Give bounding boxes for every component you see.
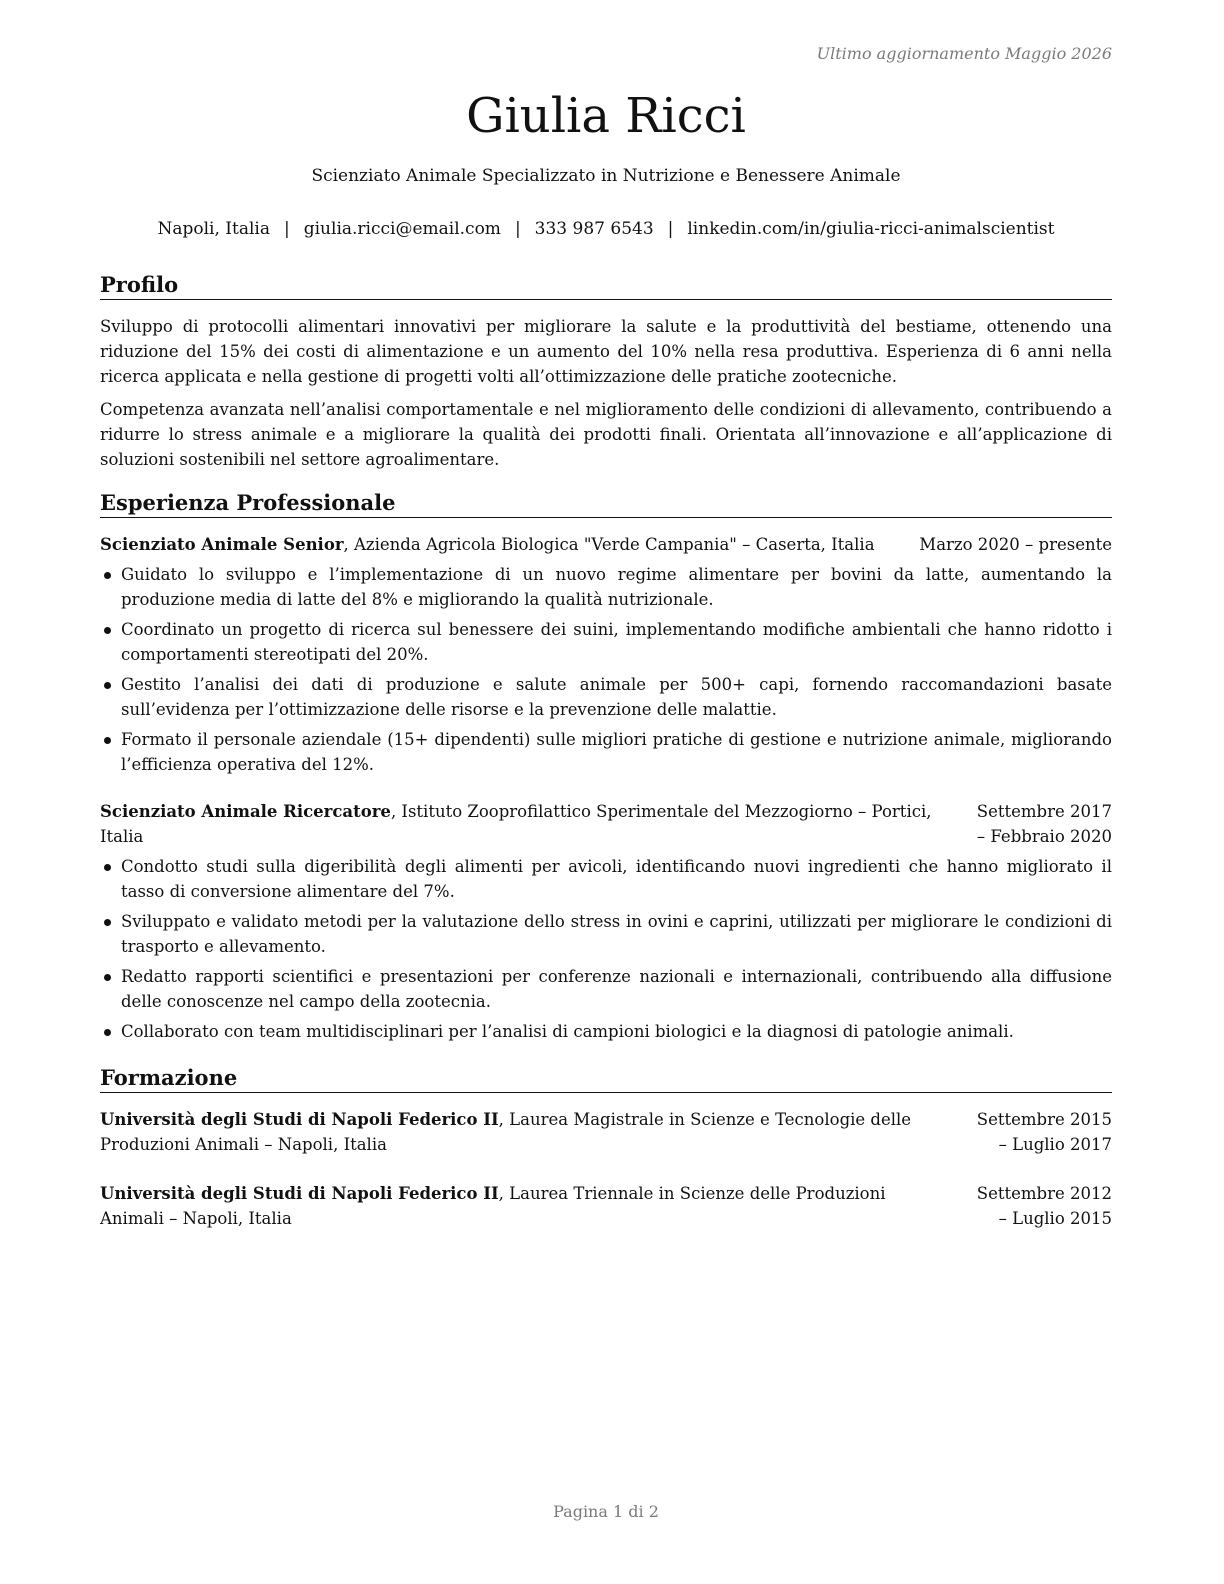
job-entry	[100, 799, 1112, 1044]
job-organization: , Azienda Agricola Biologica "Verde Campania" – Caserta, Italia	[343, 535, 875, 554]
bullet-text: Guidato lo sviluppo e l’implementazione di un nuovo regime alimentare per bovini da latte, aumentando la produzione media di latte del 8% e migliorando la qualità nutrizionale.	[121, 565, 1112, 609]
profile-section	[100, 272, 1112, 472]
bullet-icon	[104, 919, 111, 926]
list-item	[100, 562, 1112, 612]
profile-paragraph: Sviluppo di protocolli alimentari innovativi per migliorare la salute e la produttività del bestiame, ottenendo una riduzione del 15% dei costi di alimentazione e un aumento del 10% nella resa produttiva. Esperienza di 6 anni nella ricerca applicata e nella gestione di progetti volti all’ottimizzazione delle pratiche zootecniche.	[100, 317, 1112, 386]
section-title-profile: Profilo	[100, 272, 1112, 300]
section-title-education: Formazione	[100, 1065, 1112, 1093]
job-organization: , Istituto Zooprofilattico Sperimentale del Mezzogiorno – Portici, Italia	[100, 802, 932, 846]
bullet-text: Redatto rapporti scientifici e presentazioni per conferenze nazionali e internazionali, contribuendo alla diffusione delle conoscenze nel campo della zootecnia.	[121, 967, 1112, 1011]
job-header	[100, 799, 1112, 849]
section-title-experience: Esperienza Professionale	[100, 490, 1112, 518]
contact-location: Napoli, Italia	[157, 219, 270, 239]
resume-page	[100, 0, 1112, 1584]
job-header	[100, 532, 1112, 557]
bullet-icon	[104, 627, 111, 634]
candidate-title: Scienziato Animale Specializzato in Nutrizione e Benessere Animale	[311, 166, 901, 186]
education-date: Settembre 2015 – Luglio 2017	[976, 1110, 1112, 1154]
candidate-name: Giulia Ricci	[466, 88, 746, 144]
bullet-icon	[104, 1029, 111, 1036]
contact-linkedin[interactable]: linkedin.com/in/giulia-ricci-animalscientist	[687, 219, 1055, 239]
bullet-text: Sviluppato e validato metodi per la valutazione dello stress in ovini e caprini, utilizzati per migliorare le condizioni di trasporto e allevamento.	[121, 912, 1112, 956]
education-degree: , Laurea Magistrale in Scienze e Tecnologie delle Produzioni Animali – Napoli, Italia	[100, 1110, 912, 1154]
job-date: Marzo 2020 – presente	[919, 535, 1112, 554]
list-item	[100, 727, 1112, 777]
contact-separator: |	[667, 219, 674, 239]
contact-email[interactable]: giulia.ricci@email.com	[303, 219, 501, 239]
education-school: Università degli Studi di Napoli Federico II	[100, 1184, 499, 1203]
bullet-text: Coordinato un progetto di ricerca sul benessere dei suini, implementando modifiche ambientali che hanno ridotto i comportamenti stereotipati del 20%.	[121, 620, 1112, 664]
contact-separator: |	[284, 219, 290, 239]
job-entry	[100, 532, 1112, 777]
contact-line	[100, 219, 1112, 239]
list-item	[100, 1019, 1112, 1044]
bullet-text: Gestito l’analisi dei dati di produzione e salute animale per 500+ capi, fornendo raccomandazioni basate sull’evidenza per l’ottimizzazione delle risorse e la prevenzione delle malattie.	[121, 675, 1112, 719]
last-updated: Ultimo aggiornamento Maggio 2026	[816, 44, 1112, 63]
bullet-text: Formato il personale aziendale (15+ dipendenti) sulle migliori pratiche di gestione e nutrizione animale, migliorando l’efficienza operativa del 12%.	[121, 730, 1112, 774]
education-entry	[100, 1181, 1112, 1231]
experience-section	[100, 490, 1112, 1044]
profile-paragraph: Competenza avanzata nell’analisi comportamentale e nel miglioramento delle condizioni di allevamento, contribuendo a ridurre lo stress animale e a migliorare la qualità dei prodotti finali. Orientata all’innovazione e all’applicazione di soluzioni sostenibili nel settore agroalimentare.	[100, 400, 1112, 469]
bullet-text: Collaborato con team multidisciplinari per l’analisi di campioni biologici e la diagnosi di patologie animali.	[121, 1022, 1014, 1041]
bullet-icon	[104, 737, 111, 744]
list-item	[100, 854, 1112, 904]
job-bullets	[100, 854, 1112, 1044]
contact-phone[interactable]: 333 987 6543	[534, 219, 654, 239]
education-entry	[100, 1107, 1112, 1157]
bullet-icon	[104, 974, 111, 981]
education-school: Università degli Studi di Napoli Federico II	[100, 1110, 499, 1129]
list-item	[100, 617, 1112, 667]
education-degree: , Laurea Triennale in Scienze delle Produzioni Animali – Napoli, Italia	[100, 1184, 886, 1228]
education-section	[100, 1065, 1112, 1231]
list-item	[100, 909, 1112, 959]
job-role: Scienziato Animale Senior	[100, 535, 344, 554]
job-role: Scienziato Animale Ricercatore	[100, 802, 391, 821]
page-number: Pagina 1 di 2	[553, 1502, 659, 1521]
job-bullets	[100, 562, 1112, 777]
bullet-text: Condotto studi sulla digeribilità degli alimenti per avicoli, identificando nuovi ingredienti che hanno migliorato il tasso di conversione alimentare del 7%.	[121, 857, 1112, 901]
bullet-icon	[104, 864, 111, 871]
bullet-icon	[104, 682, 111, 689]
job-date: Settembre 2017 – Febbraio 2020	[976, 802, 1112, 846]
education-date: Settembre 2012 – Luglio 2015	[976, 1184, 1112, 1228]
contact-separator: |	[514, 219, 521, 239]
bullet-icon	[104, 572, 111, 579]
list-item	[100, 964, 1112, 1014]
list-item	[100, 672, 1112, 722]
